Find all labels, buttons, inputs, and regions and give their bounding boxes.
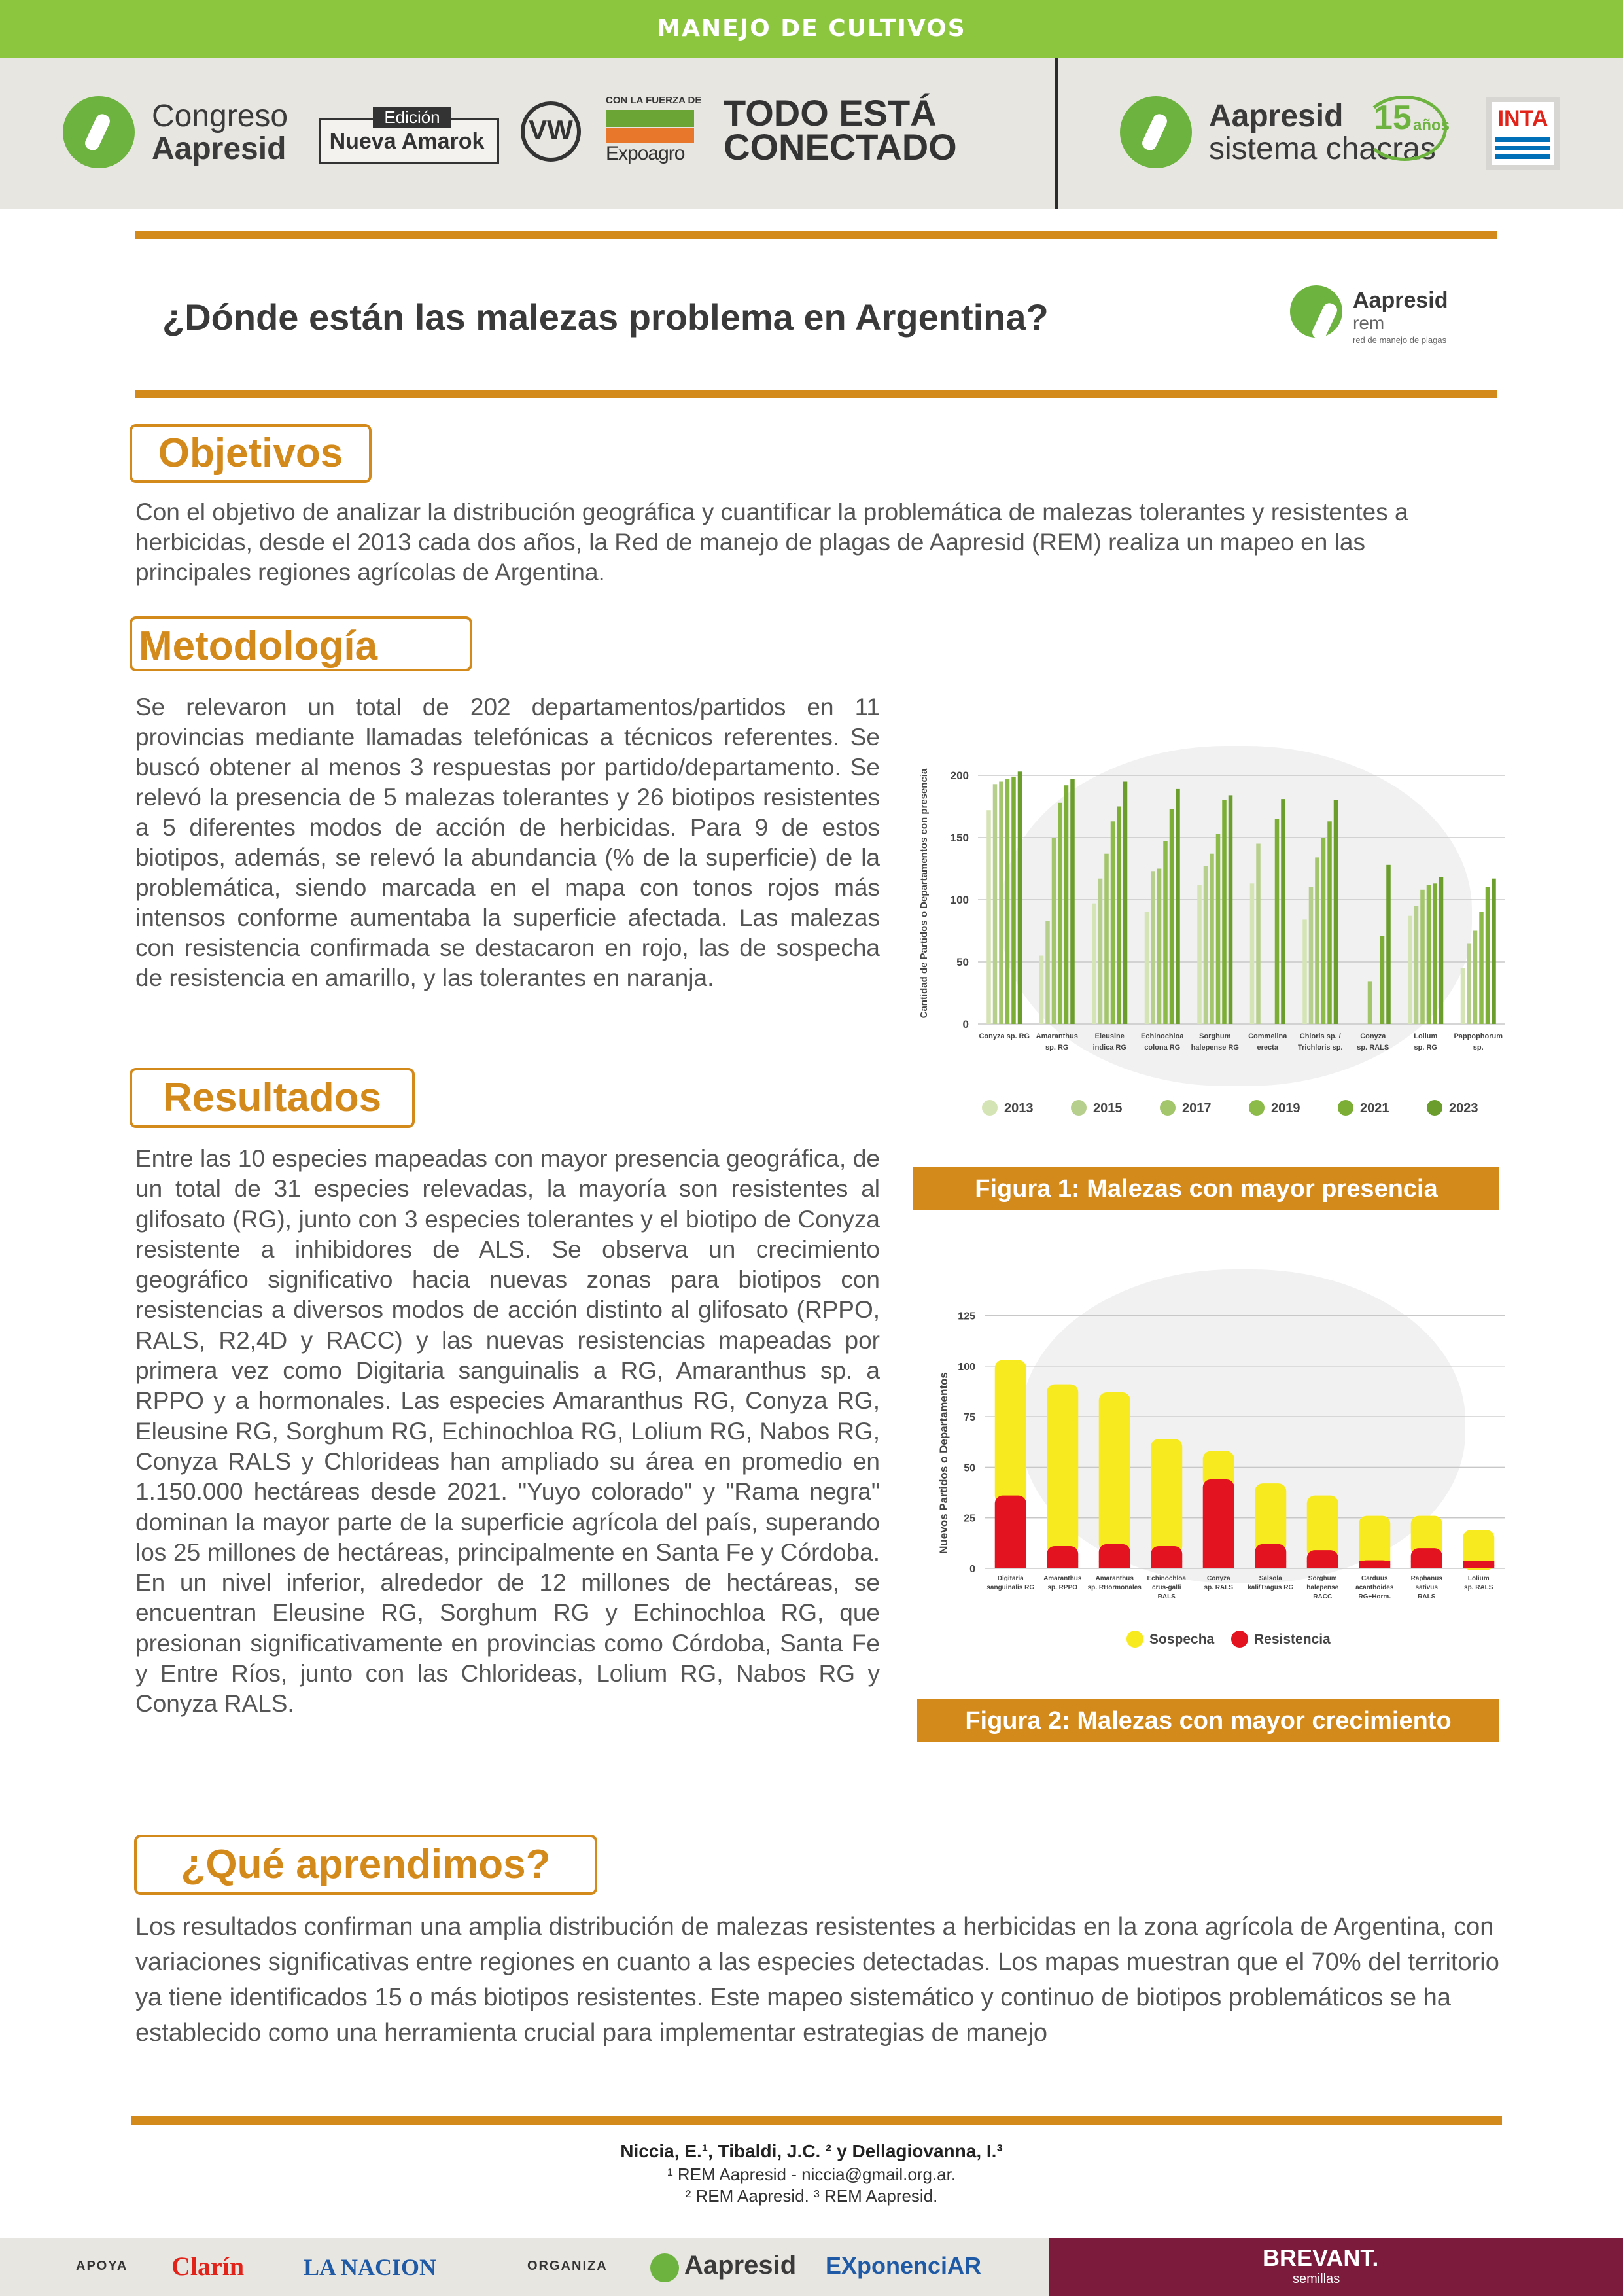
fig1-bar	[1005, 779, 1010, 1024]
figure2-caption: Figura 2: Malezas con mayor crecimiento	[917, 1699, 1499, 1742]
fig1-legend-marker	[982, 1100, 998, 1116]
fig2-legend-label: Resistencia	[1254, 1632, 1331, 1647]
sistema-chacras-logo-icon	[1120, 96, 1192, 168]
fig2-xtick-label: Salsola	[1259, 1575, 1282, 1582]
fig2-xtick-label: sanguinalis RG	[986, 1584, 1035, 1591]
fig1-bar	[1098, 879, 1103, 1024]
fig1-bar	[1104, 854, 1109, 1024]
fig1-xtick-label: Echinochloa	[1141, 1033, 1184, 1040]
fig2-xtick-label: Raphanus	[1410, 1575, 1442, 1582]
vw-logo-text: VW	[529, 115, 573, 145]
fig1-bar	[1222, 800, 1227, 1024]
fig1-bar	[1250, 883, 1255, 1024]
fig1-xtick-label: halepense RG	[1191, 1044, 1239, 1051]
fig2-ytick-label: 125	[958, 1311, 975, 1322]
fig1-bar	[1321, 838, 1326, 1024]
fig1-bar	[1151, 871, 1155, 1024]
fig2-bar-sospecha	[1047, 1385, 1078, 1554]
footer-exponenciar-logo: EXponenciAR	[826, 2252, 982, 2279]
objetivos-heading: Objetivos	[130, 424, 372, 483]
fig2-bar-resistencia-base	[1047, 1561, 1078, 1568]
fig2-bar-resistencia-base	[1203, 1561, 1234, 1568]
fig1-ytick-label: 50	[956, 956, 969, 968]
fig2-xtick-label: sp. RALS	[1204, 1584, 1233, 1591]
fig2-legend-marker	[1231, 1631, 1248, 1648]
fig1-bar	[1380, 936, 1385, 1024]
fig1-xtick-label: Amaranthus	[1036, 1033, 1078, 1040]
fig2-bar-resistencia-base	[1255, 1561, 1286, 1568]
fig1-bar	[1064, 785, 1069, 1024]
fig1-xtick-label: Commelina	[1248, 1033, 1287, 1040]
fig2-ytick-label: 25	[964, 1513, 975, 1525]
fig1-bar	[1204, 866, 1208, 1024]
fig1-xtick-label: Pappophorum	[1454, 1033, 1503, 1040]
fig1-bar	[986, 810, 991, 1024]
fig1-bar	[1368, 981, 1372, 1024]
fig2-xtick-label: RALS	[1418, 1593, 1436, 1600]
fig2-xtick-label: Echinochloa	[1147, 1575, 1186, 1582]
expoagro-flag-green	[606, 110, 694, 127]
fig1-bar	[1045, 921, 1050, 1024]
fig1-bar	[1229, 795, 1233, 1024]
fig2-xtick-label: sp. RPPO	[1047, 1584, 1078, 1591]
rem-logo-icon	[1290, 285, 1342, 338]
fig2-bar-sospecha	[995, 1360, 1026, 1503]
fig2-xtick-label: Amaranthus	[1095, 1575, 1134, 1582]
vw-logo-icon	[521, 101, 581, 162]
fig1-xtick-label: Chloris sp. /	[1299, 1033, 1341, 1040]
footer-brevant-logo: BREVANT.	[1263, 2244, 1379, 2271]
fig2-bar-resistencia-base	[1307, 1561, 1338, 1568]
fig2-bar-resistencia-base	[1099, 1561, 1130, 1568]
fig2-ytick-label: 50	[964, 1462, 975, 1474]
resultados-text: Entre las 10 especies mapeadas con mayor presencia geográfica, de un total de 31 especies relevadas, la mayoría son resistentes al glifosato (RG), junto con 3 especies tolerantes y el biotipo de Conyza resistente a inhibidores de ALS. Se observa un crecimiento geográfico significativo hacia nuevas zonas para biotipos con resistencias a diversos modos de acción distinto al glifosato (RPPO, RALS, R2,4D y RACC) y las nuevas resistencias mapeadas por primera vez como Digitaria sanguinalis a RG, Amaranthus sp. a RPPO y a hormonales. Las especies Amaranthus RG, Conyza RG, Eleusine RG, Sorghum RG, Echinochloa RG, Lolium RG, Nabos RG, Conyza RALS y Chlorideas han ampliado su área en promedio en 1.150.000 hectáreas desde 2021. "Yuyo colorado" y "Rama negra" dominan la mayor parte de la superficie agrícola del país, superando los 25 millones de hectáreas, principalmente en Santa Fe y Córdoba. En un nivel inferior, alrededor de 12 millones de hectáreas, se encuentran Eleusine RG, Sorghum RG y Echinochloa RG, que presionan significativamente en provincias como Córdoba, Santa Fe y Entre Ríos, junto con las Chlorideas, Lolium RG, Nabos RG y Conyza RALS.	[135, 1145, 880, 1718]
fig1-bar	[1070, 779, 1075, 1024]
rem-logo-desc: red de manejo de plagas	[1353, 335, 1447, 345]
fig1-xtick-label: Lolium	[1414, 1033, 1438, 1040]
fig2-bar-sospecha	[1307, 1496, 1338, 1558]
footer-clarin-logo: Clarín	[171, 2252, 245, 2281]
anniversary-word: años	[1413, 116, 1450, 134]
fig1-xtick-label: Conyza sp. RG	[979, 1033, 1030, 1040]
resultados-heading: Resultados	[130, 1068, 415, 1128]
top-band-title: MANEJO DE CULTIVOS	[0, 0, 1623, 58]
fig1-bar	[1210, 854, 1214, 1024]
fig2-bar-sospecha	[1359, 1516, 1390, 1568]
fig1-bar	[1281, 799, 1285, 1024]
rem-logo-name: Aapresid	[1353, 288, 1448, 313]
fig1-legend-marker	[1160, 1100, 1176, 1116]
fig1-ytick-label: 150	[950, 832, 969, 844]
fig2-xtick-label: RACC	[1313, 1593, 1333, 1600]
fig1-xtick-label: sp. RG	[1045, 1044, 1069, 1051]
fig2-xtick-label: halepense	[1306, 1584, 1339, 1591]
inta-logo-text: INTA	[1497, 106, 1548, 131]
fig1-bar	[1176, 789, 1180, 1024]
fig1-bar	[1334, 800, 1338, 1024]
inta-stripe-1	[1495, 137, 1550, 142]
slogan-line1: TODO ESTÁ	[724, 92, 937, 133]
metodologia-text: Se relevaron un total de 202 departamentos/partidos en 11 provincias mediante llamadas telefónicas a técnicos referentes. Se buscó obtener al menos 3 respuestas por partido/departamento. Se relevó la presencia de 5 malezas tolerantes y 26 biotipos resistentes a 5 diferentes modos de acción de herbicidas. Para 9 de estos biotipos, además, se relevó la abundancia (% de la superficie) de la problemática, siendo marcada en el mapa con tonos rojos más intensos conforme aumentaba la superficie afectada. Las malezas con resistencia confirmada se destacaron en rojo, las de sospecha de resistencia en amarillo, y las tolerantes en naranja.	[135, 694, 880, 991]
fig2-bar-resistencia-base	[1151, 1561, 1182, 1568]
fig1-bar	[1427, 885, 1431, 1024]
fig1-bar	[1256, 844, 1261, 1025]
fig1-bar	[1039, 956, 1044, 1025]
fig2-xtick-label: RG+Horm.	[1358, 1593, 1391, 1600]
fig1-bar	[1197, 885, 1202, 1024]
fig2-xtick-label: Carduus	[1361, 1575, 1388, 1582]
fig1-bar	[1018, 771, 1022, 1024]
fig2-bar-resistencia-base	[995, 1561, 1026, 1568]
rem-logo-short: rem	[1353, 313, 1385, 333]
fig1-ytick-label: 200	[950, 769, 969, 782]
fig1-bar	[1092, 904, 1096, 1024]
fig1-bar	[1486, 887, 1490, 1024]
fig1-bar	[993, 784, 998, 1024]
fig2-xtick-label: sativus	[1415, 1584, 1438, 1591]
inta-logo	[1486, 97, 1560, 170]
fig1-bar	[1145, 912, 1149, 1024]
inta-stripe-3	[1495, 154, 1550, 159]
fig1-bar	[1309, 887, 1314, 1024]
fig2-bar-resistencia-base	[1411, 1561, 1442, 1568]
fig1-bar	[1123, 782, 1128, 1025]
fig2-xtick-label: sp. RALS	[1464, 1584, 1493, 1591]
sistema-logo-line2: sistema chacras	[1209, 132, 1436, 166]
fig2-xtick-label: Amaranthus	[1043, 1575, 1082, 1582]
fig2-xtick-label: Lolium	[1467, 1575, 1490, 1582]
fig2-legend-marker	[1126, 1631, 1143, 1648]
fig1-bar	[1433, 883, 1437, 1024]
fig1-bar	[999, 782, 1003, 1025]
expoagro-tagline: CON LA FUERZA DE	[606, 95, 702, 106]
fig1-bar	[1461, 968, 1465, 1025]
fig1-xtick-label: Trichloris sp.	[1298, 1044, 1343, 1051]
fig1-bar	[1492, 879, 1496, 1024]
fig1-legend-label: 2017	[1182, 1101, 1212, 1116]
fig1-legend-label: 2013	[1004, 1101, 1034, 1116]
fig1-xtick-label: erecta	[1257, 1044, 1278, 1051]
figure2-chart	[929, 1282, 1518, 1662]
authors-affiliation-2: ² REM Aapresid. ³ REM Aapresid.	[685, 2186, 938, 2206]
header-divider	[1055, 58, 1058, 209]
figure1-caption: Figura 1: Malezas con mayor presencia	[913, 1167, 1499, 1210]
footer-aapresid-icon	[650, 2253, 679, 2282]
fig2-xtick-label: sp. RHormonales	[1087, 1584, 1142, 1591]
footer-brevant-sub: semillas	[1293, 2272, 1340, 2286]
fig1-xtick-label: sp.	[1473, 1044, 1484, 1051]
fig2-bar-resistencia	[995, 1496, 1026, 1568]
fig1-legend-label: 2015	[1093, 1101, 1123, 1116]
fig1-xtick-label: sp. RALS	[1357, 1044, 1389, 1051]
aprendimos-heading: ¿Qué aprendimos?	[134, 1835, 597, 1895]
fig1-xtick-label: sp. RG	[1414, 1044, 1437, 1051]
fig2-xtick-label: Conyza	[1206, 1575, 1230, 1582]
title-rule-top	[135, 231, 1497, 239]
fig1-bar	[1414, 906, 1419, 1025]
aapresid-logo-icon	[63, 96, 135, 168]
metodologia-heading: Metodología	[130, 616, 472, 671]
page-title: ¿Dónde están las malezas problema en Argentina?	[162, 296, 1049, 338]
fig1-ytick-label: 100	[950, 894, 969, 906]
inta-stripe-2	[1495, 146, 1550, 150]
fig1-legend-marker	[1249, 1100, 1265, 1116]
congreso-logo-line1: Congreso	[152, 99, 288, 133]
expoagro-name: Expoagro	[606, 143, 685, 164]
fig2-ytick-label: 0	[969, 1564, 975, 1575]
fig1-bar	[1420, 890, 1425, 1024]
fig2-xtick-label: kali/Tragus RG	[1248, 1584, 1294, 1591]
title-rule-bottom	[135, 390, 1497, 398]
fig1-bar	[1302, 919, 1307, 1024]
objetivos-text: Con el objetivo de analizar la distribución geográfica y cuantificar la problemática de malezas tolerantes y resistentes a herbicidas, desde el 2013 cada dos años, la Red de manejo de plagas de Aapresid (REM) realiza un mapeo en las principales regiones agrícolas de Argentina.	[135, 499, 1408, 586]
fig1-bar	[1058, 803, 1062, 1024]
footer-apoya: APOYA	[76, 2259, 128, 2273]
fig1-bar	[1467, 944, 1471, 1025]
edicion-label: Edición	[373, 107, 451, 128]
fig2-bar-sospecha	[1151, 1439, 1182, 1554]
fig1-bar	[1117, 807, 1121, 1025]
fig2-bar-resistencia-base	[1463, 1561, 1494, 1568]
fig1-ytick-label: 0	[962, 1018, 969, 1031]
edicion-name: Nueva Amarok	[329, 129, 485, 154]
fig1-bar	[1386, 865, 1391, 1024]
fig1-bar	[1275, 819, 1280, 1025]
fig1-bar	[1473, 931, 1478, 1025]
fig2-ytick-label: 100	[958, 1361, 975, 1373]
fig2-ylabel: Nuevos Partidos o Departamentos	[937, 1372, 950, 1554]
authors-affiliation-1: ¹ REM Aapresid - niccia@gmail.org.ar.	[667, 2164, 956, 2184]
fig1-xtick-label: Sorghum	[1199, 1033, 1231, 1040]
fig1-bar	[1479, 912, 1484, 1024]
fig1-bar	[1216, 834, 1221, 1024]
fig2-xtick-label: RALS	[1157, 1593, 1176, 1600]
fig2-bar-resistencia-base	[1359, 1561, 1390, 1568]
slogan-line2: CONECTADO	[724, 126, 957, 168]
fig1-bar	[1157, 869, 1162, 1025]
fig2-xtick-label: Sorghum	[1308, 1575, 1337, 1582]
footer-lanacion-logo: LA NACION	[304, 2254, 437, 2280]
authors-names: Niccia, E.¹, Tibaldi, J.C. ² y Dellagiovanna, I.³	[620, 2141, 1003, 2161]
aprendimos-text: Los resultados confirman una amplia distribución de malezas resistentes a herbicidas en la zona agrícola de Argentina, con variaciones significativas entre regiones en cuanto a las especies detectadas. Los mapas muestran que el 70% del territorio ya tiene identificados 15 o más biotipos resistentes. Este mapeo sistemático y continuo de biotipos problemáticos se ha establecido como una herramienta crucial para implementar estrategias de manejo	[135, 1913, 1499, 2047]
fig2-bar-sospecha	[1099, 1392, 1130, 1552]
fig1-bar	[1315, 857, 1319, 1024]
figure1-chart	[913, 739, 1514, 1132]
fig2-xtick-label: acanthoides	[1355, 1584, 1394, 1591]
fig1-bar	[1163, 841, 1168, 1024]
fig1-bar	[1052, 838, 1056, 1024]
footer-aapresid-logo: Aapresid	[684, 2251, 797, 2280]
fig1-xtick-label: Eleusine	[1094, 1033, 1125, 1040]
fig1-bar	[1170, 809, 1174, 1024]
fig2-xtick-label: crus-galli	[1152, 1584, 1181, 1591]
fig1-bar	[1327, 821, 1332, 1024]
fig2-ytick-label: 75	[964, 1412, 975, 1424]
expoagro-flag-orange	[606, 128, 694, 143]
fig2-bar-sospecha	[1255, 1483, 1286, 1552]
anniversary-number: 15	[1374, 99, 1412, 137]
fig1-ylabel: Cantidad de Partidos o Departamentos con presencia	[918, 768, 930, 1019]
fig2-bar-resistencia	[1203, 1479, 1234, 1568]
fig1-bar	[1439, 877, 1444, 1024]
authors-rule	[131, 2116, 1502, 2125]
congreso-logo-line2: Aapresid	[152, 132, 287, 166]
fig1-bar	[1011, 777, 1016, 1024]
fig1-legend-label: 2023	[1449, 1101, 1478, 1116]
fig1-bar	[1408, 916, 1412, 1024]
sistema-logo-line1: Aapresid	[1209, 99, 1344, 133]
footer-organiza: ORGANIZA	[527, 2259, 608, 2273]
fig1-bar	[1111, 821, 1115, 1024]
fig2-xtick-label: Digitaria	[997, 1575, 1024, 1582]
fig1-legend-label: 2021	[1360, 1101, 1389, 1116]
fig1-xtick-label: indica RG	[1092, 1044, 1126, 1051]
fig1-legend-marker	[1338, 1100, 1353, 1116]
fig1-xtick-label: Conyza	[1360, 1033, 1386, 1040]
fig1-xtick-label: colona RG	[1144, 1044, 1181, 1051]
fig2-legend-label: Sospecha	[1149, 1632, 1215, 1647]
fig1-legend-marker	[1427, 1100, 1442, 1116]
fig1-legend-label: 2019	[1271, 1101, 1300, 1116]
fig1-legend-marker	[1071, 1100, 1087, 1116]
